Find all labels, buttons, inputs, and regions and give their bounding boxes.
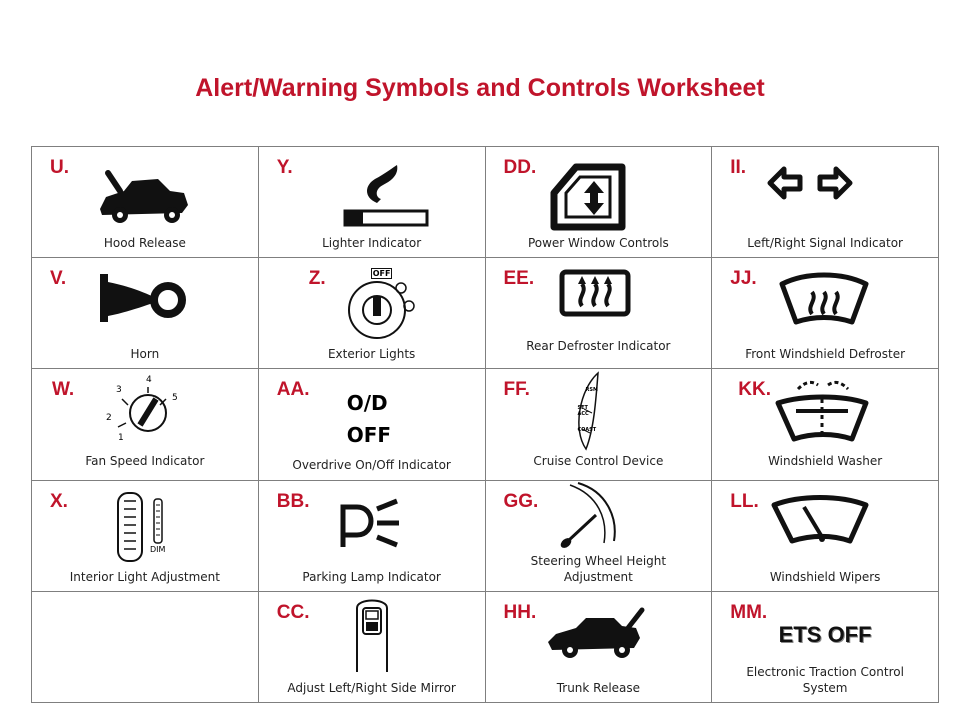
cell-interior-light [32,480,259,591]
cell-exterior-lights [258,258,485,369]
cell-lighter-indicator [258,147,485,258]
item-caption: Windshield Wipers [769,569,881,584]
stalk-label-rsm: RSM [585,387,598,394]
item-letter: JJ. [730,268,757,290]
cell-signal-indicator [712,147,939,258]
item-caption: Front Windshield Defroster [745,347,906,362]
item-caption: Steering Wheel Height Adjustment [530,553,667,584]
item-caption: Exterior Lights [327,347,416,362]
item-caption: Overdrive On/Off Indicator [292,458,451,473]
item-letter: Y. [276,157,293,178]
item-caption: Cruise Control Device [533,454,664,469]
cell-trunk-release [485,591,712,702]
item-letter: CC. [276,601,310,623]
dial-off-label: OFF [372,269,391,279]
item-caption: Lighter Indicator [322,236,422,250]
item-caption: Power Window Controls [527,236,669,250]
cell-side-mirror [258,591,485,702]
item-letter: V. [50,268,67,290]
symbols-table [31,146,939,703]
item-letter: X. [50,490,68,512]
dial-number-3: 3 [116,385,122,396]
item-letter: Z. [308,268,326,290]
overdrive-line1: O/D [346,391,388,416]
item-letter: II. [730,157,747,178]
item-letter: FF. [503,379,530,401]
stalk-label-coast: COAST [577,427,597,434]
cell-horn [32,258,259,369]
overdrive-line2: OFF [346,423,392,448]
cell-cruise-control [485,369,712,480]
item-letter: U. [50,157,69,178]
item-caption: Parking Lamp Indicator [302,569,441,584]
dim-label: DIM [150,544,166,554]
item-caption: Windshield Washer [768,454,883,469]
item-letter: KK. [738,379,771,401]
item-letter: GG. [503,490,539,512]
item-letter: HH. [503,601,537,623]
item-letter: DD. [503,157,537,178]
cell-steering-height [485,480,712,591]
dial-number-5: 5 [172,393,178,404]
cell-fan-speed [32,369,259,480]
item-letter: AA. [276,379,310,401]
cell-windshield-wipers [712,480,939,591]
cell-overdrive [258,369,485,480]
cell-rear-defroster [485,258,712,369]
stalk-label-set: SET ACC [577,405,589,418]
item-caption: Interior Light Adjustment [69,569,220,584]
page-title: Alert/Warning Symbols and Controls Worksheet [195,74,765,102]
cell-parking-lamp [258,480,485,591]
item-caption: Left/Right Signal Indicator [747,236,903,250]
item-caption: Rear Defroster Indicator [526,339,671,354]
item-caption: Trunk Release [556,680,641,695]
dial-number-2: 2 [106,413,112,424]
item-letter: MM. [730,601,768,623]
item-caption: Horn [130,347,160,362]
item-caption: Hood Release [103,236,186,250]
item-letter: W. [52,379,75,401]
cell-front-defroster [712,258,939,369]
item-caption: Fan Speed Indicator [85,454,205,469]
item-letter: LL. [730,490,759,512]
item-caption: Electronic Traction Control System [746,664,904,695]
item-caption: Adjust Left/Right Side Mirror [287,680,456,695]
item-letter: EE. [503,268,535,290]
cell-hood-release [32,147,259,258]
cell-power-window [485,147,712,258]
cell-traction-control [712,591,939,702]
dial-number-4: 4 [146,375,152,386]
cell-empty [32,591,259,702]
ets-off-text: ETS OFF [778,621,872,647]
dial-number-1: 1 [118,433,124,444]
item-letter: BB. [276,490,310,512]
cell-windshield-washer [712,369,939,480]
